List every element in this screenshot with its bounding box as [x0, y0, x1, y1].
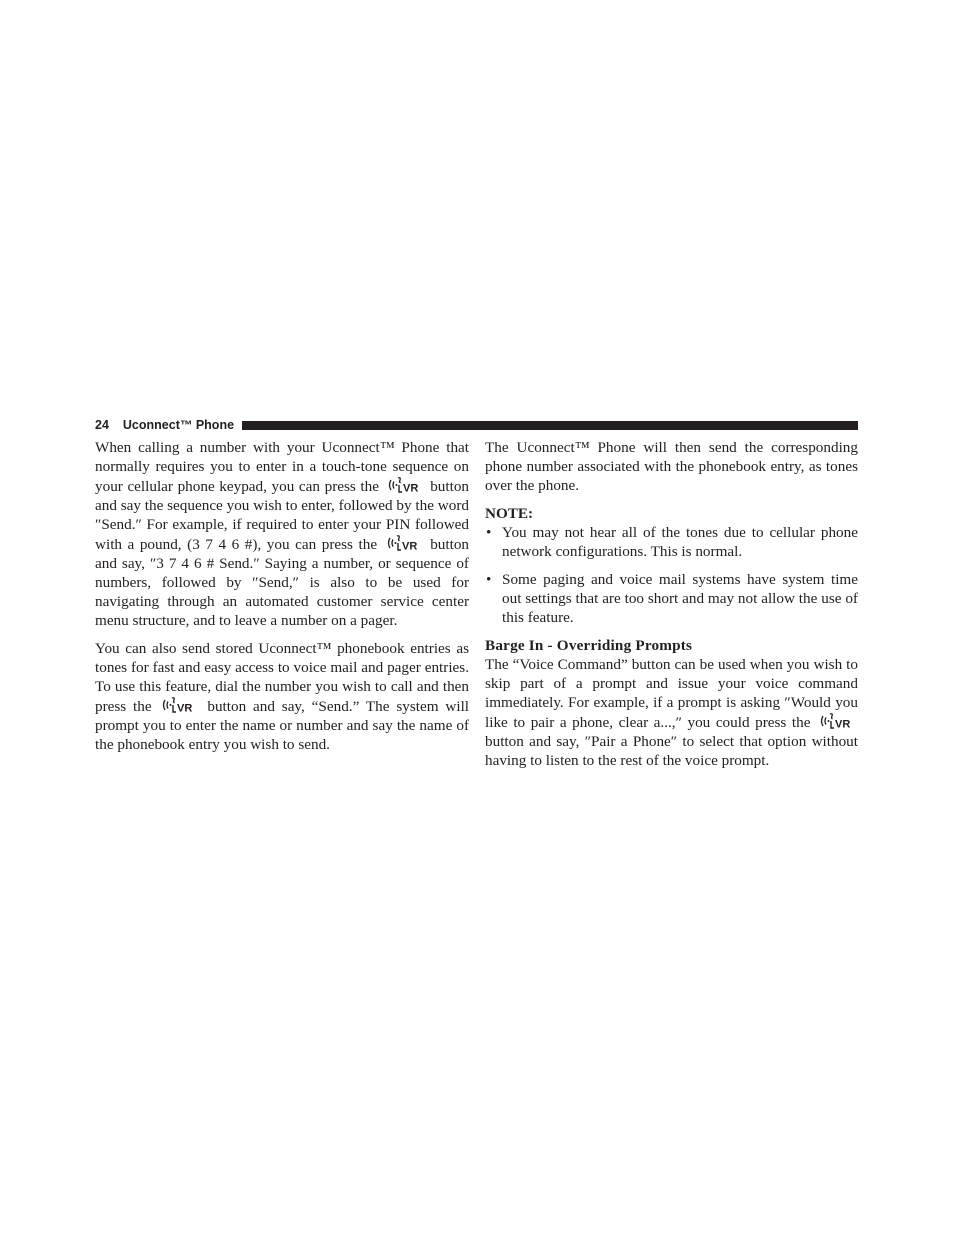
paragraph-text: The “Voice Command” button can be used when you wish to skip part of a prompt and issue your voice command immediately. For example, if a prompt is asking ″Would you like to pair a phone, clear a...,″ you could press the — [485, 656, 858, 731]
list-item: • Some paging and voice mail systems have system time out settings that are too short and may not allow the use of this feature. — [485, 570, 858, 627]
note-label: NOTE: — [485, 505, 534, 522]
paragraph-send-tones: The Uconnect™ Phone will then send the corresponding phone number associated with the phonebook entry, as tones over the phone. — [485, 439, 858, 494]
paragraph-text: button and say, ″3 7 4 6 # Send.″ Saying a number, or sequence of numbers, followed by ″Send,″ is also to be used for navigating through an automated customer service center menu structure, and to leave a number on a pager. — [95, 536, 470, 629]
voice-recognition-button-icon — [819, 712, 855, 730]
paragraph-barge-in — [485, 655, 858, 770]
voice-recognition-button-icon — [387, 476, 423, 494]
paragraph-phonebook-tones — [95, 639, 469, 754]
list-item: • You may not hear all of the tones due to cellular phone network configurations. This is normal. — [485, 523, 858, 561]
paragraph-touch-tone — [95, 438, 469, 630]
paragraph-text: button and say, “Send.” The system will prompt you to enter the name or number and say the name of the phonebook entry you wish to send. — [95, 698, 470, 753]
voice-recognition-button-icon — [386, 534, 422, 552]
right-column — [485, 438, 858, 770]
voice-recognition-button-icon — [161, 696, 197, 714]
page-header — [95, 417, 858, 433]
paragraph-text: button and say the sequence you wish to enter, followed by the word ″Send.″ For example, if required to enter your PIN followed with a pound, (3 7 4 6 #), you can press the — [95, 478, 470, 553]
subheading-barge-in: Barge In - Overriding Prompts — [485, 637, 693, 654]
paragraph-text: button and say, ″Pair a Phone″ to select that option without having to listen to the rest of the voice prompt. — [485, 733, 858, 769]
page-number: 24 — [95, 418, 109, 432]
note-bullets — [485, 523, 858, 627]
left-column — [95, 438, 469, 754]
header-rule — [242, 421, 858, 430]
paragraph-text: You can also send stored Uconnect™ phonebook entries as tones for fast and easy access to voice mail and pager entries. To use this feature, dial the number you wish to call and then press the — [95, 640, 469, 715]
paragraph-text: When calling a number with your Uconnect™ Phone that normally requires you to enter in a touch-tone sequence on your cellular phone keypad, you can press the — [95, 439, 469, 495]
section-title: Uconnect™ Phone — [122, 418, 235, 432]
